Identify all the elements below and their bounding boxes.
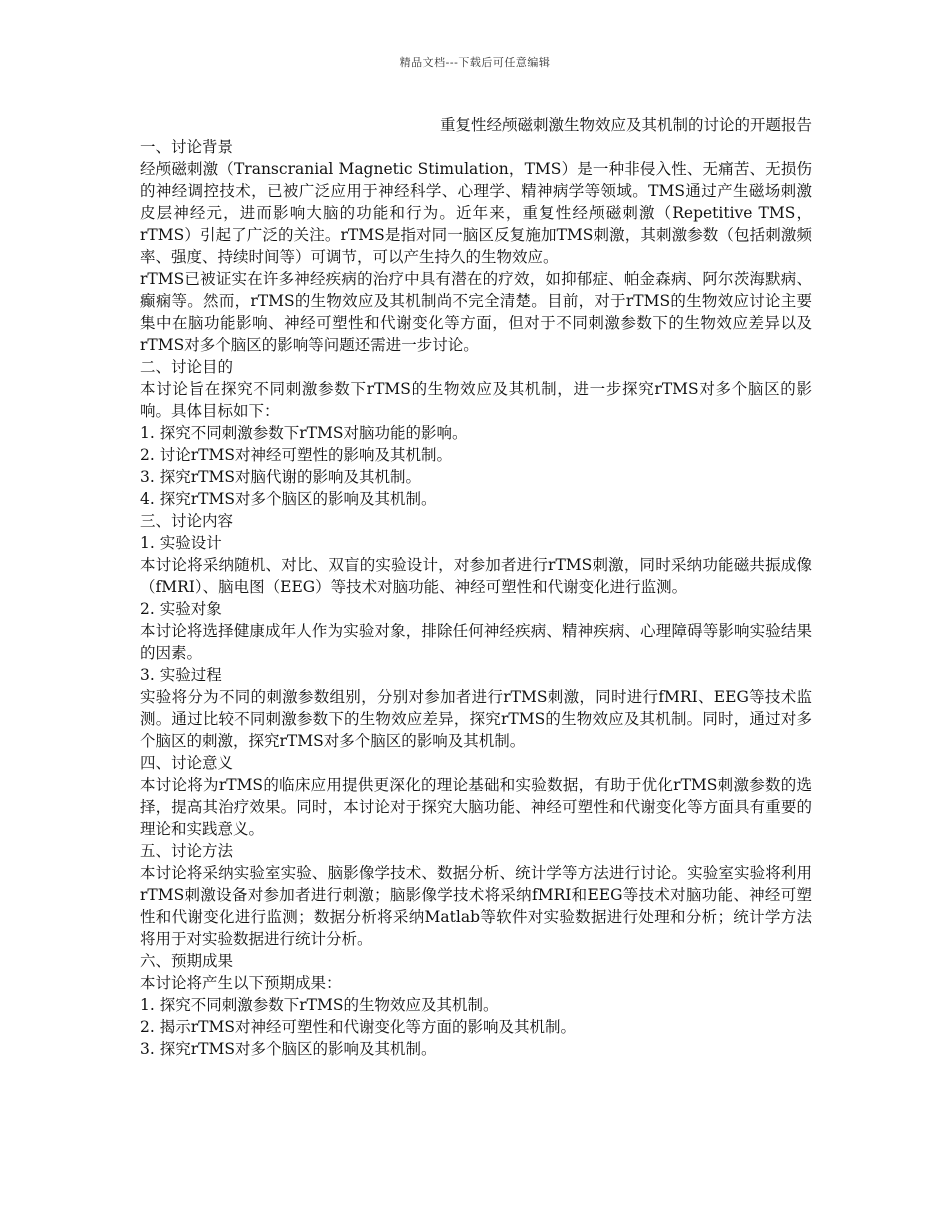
paragraph-tms-intro: 经颅磁刺激（Transcranial Magnetic Stimulation，TMS）是一种非侵入性、无痛苦、无损伤的神经调控技术，已被广泛应用于神经科学、心理学、精神病学等领域。TMS通过产生磁场刺激皮层神经元，进而影响大脑的功能和行为。近年来，重复性经颅磁刺激（Repetitive TMS，rTMS）引起了广泛的关注。rTMS是指对同一脑区反复施加TMS刺激，其刺激参数（包括刺激频率、强度、持续时间等）可调节，可以产生持久的生物效应。 xyxy=(140,160,812,266)
document-title: 重复性经颅磁刺激生物效应及其机制的讨论的开题报告 xyxy=(439,116,812,134)
paragraph-methods: 本讨论将采纳实验室实验、脑影像学技术、数据分析、统计学等方法进行讨论。实验室实验将利用rTMS刺激设备对参加者进行刺激；脑影像学技术将采纳fMRI和EEG等技术对脑功能、神经可塑性和代谢变化进行监测；数据分析将采纳Matlab等软件对实验数据进行处理和分析；统计学方法将用于对实验数据进行统计分析。 xyxy=(140,864,812,948)
section-heading-methods: 五、讨论方法 xyxy=(140,842,234,860)
section-heading-content: 三、讨论内容 xyxy=(140,512,234,530)
paragraph-design: 本讨论将采纳随机、对比、双盲的实验设计，对参加者进行rTMS刺激，同时采纳功能磁共振成像（fMRI）、脑电图（EEG）等技术对脑功能、神经可塑性和代谢变化进行监测。 xyxy=(140,556,812,596)
paragraph-significance: 本讨论将为rTMS的临床应用提供更深化的理论基础和实验数据，有助于优化rTMS刺激参数的选择，提高其治疗效果。同时，本讨论对于探究大脑功能、神经可塑性和代谢变化等方面具有重要的理论和实践意义。 xyxy=(140,776,812,838)
section-heading-outcomes: 六、预期成果 xyxy=(140,952,234,970)
list-item-goal-4: 4. 探究rTMS对多个脑区的影响及其机制。 xyxy=(140,490,437,508)
document-body xyxy=(140,114,812,1060)
list-item-goal-1: 1. 探究不同刺激参数下rTMS对脑功能的影响。 xyxy=(140,424,468,442)
paragraph-outcomes-intro: 本讨论将产生以下预期成果： xyxy=(140,974,342,992)
list-item-goal-2: 2. 讨论rTMS对神经可塑性的影响及其机制。 xyxy=(140,446,452,464)
paragraph-purpose: 本讨论旨在探究不同刺激参数下rTMS的生物效应及其机制，进一步探究rTMS对多个脑区的影响。具体目标如下： xyxy=(140,380,812,420)
subheading-process: 3. 实验过程 xyxy=(140,666,222,684)
paragraph-process: 实验将分为不同的刺激参数组别，分别对参加者进行rTMS刺激，同时进行fMRI、EEG等技术监测。通过比较不同刺激参数下的生物效应差异，探究rTMS的生物效应及其机制。同时，通过对多个脑区的刺激，探究rTMS对多个脑区的影响及其机制。 xyxy=(140,688,812,750)
section-heading-background: 一、讨论背景 xyxy=(140,138,234,156)
subheading-design: 1. 实验设计 xyxy=(140,534,222,552)
list-item-goal-3: 3. 探究rTMS对脑代谢的影响及其机制。 xyxy=(140,468,421,486)
section-heading-significance: 四、讨论意义 xyxy=(140,754,234,772)
list-item-outcome-1: 1. 探究不同刺激参数下rTMS的生物效应及其机制。 xyxy=(140,996,499,1014)
paragraph-subjects: 本讨论将选择健康成年人作为实验对象，排除任何神经疾病、精神疾病、心理障碍等影响实验结果的因素。 xyxy=(140,622,812,662)
section-heading-purpose: 二、讨论目的 xyxy=(140,358,234,376)
list-item-outcome-3: 3. 探究rTMS对多个脑区的影响及其机制。 xyxy=(140,1040,437,1058)
list-item-outcome-2: 2. 揭示rTMS对神经可塑性和代谢变化等方面的影响及其机制。 xyxy=(140,1018,576,1036)
page-header: 精品文档---下载后可任意编辑 xyxy=(399,56,551,69)
subheading-subjects: 2. 实验对象 xyxy=(140,600,222,618)
paragraph-rtms-status: rTMS已被证实在许多神经疾病的治疗中具有潜在的疗效，如抑郁症、帕金森病、阿尔茨海默病、癫痫等。然而，rTMS的生物效应及其机制尚不完全清楚。目前，对于rTMS的生物效应讨论主要集中在脑功能影响、神经可塑性和代谢变化等方面，但对于不同刺激参数下的生物效应差异以及rTMS对多个脑区的影响等问题还需进一步讨论。 xyxy=(140,270,812,354)
